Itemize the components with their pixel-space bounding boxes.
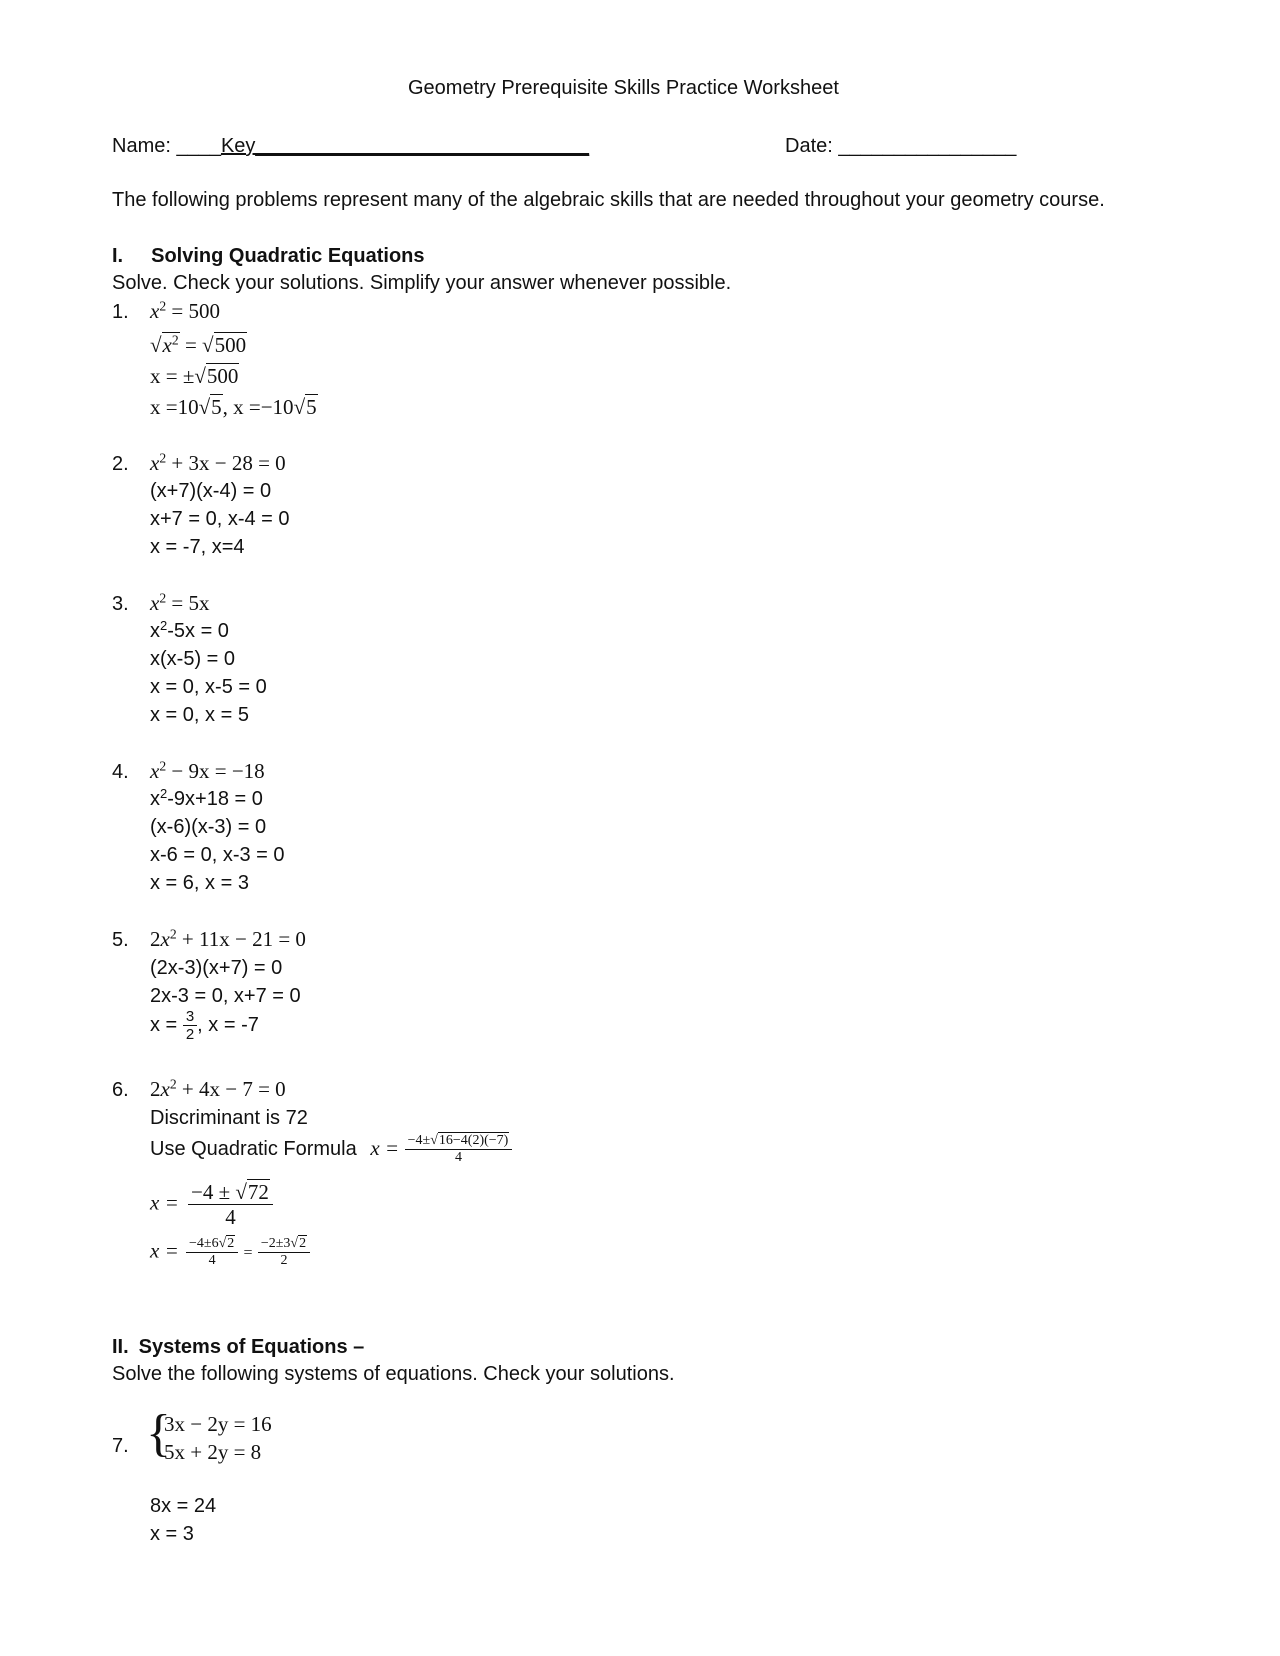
- problem-6-step-4: x = $\frac{-4\pm 6√2}{4}$ = $\frac{-2\pm 3√2}{2}$: [150, 1236, 310, 1269]
- system-equation-2: 5x + 2y = 8: [164, 1440, 262, 1464]
- problem-4-step-3: x-6 = 0, x-3 = 0: [150, 844, 285, 866]
- problem-3-equation: $x^2 = 5x$: [150, 590, 210, 615]
- problem-2-step-3: x = -7, x=4: [150, 536, 245, 558]
- system-brace: {: [146, 1405, 171, 1462]
- problem-7-step-2: x = 3: [150, 1523, 194, 1545]
- intro-text: The following problems represent many of the algebraic skills that are needed throughout your geometry course.: [112, 189, 1105, 211]
- name-field[interactable]: [112, 134, 589, 158]
- problem-4-step-1: $x^2-9x+18 = 0$: [150, 785, 263, 810]
- problem-2-equation: $x^2 + 3x - 28 = 0$: [150, 450, 286, 475]
- problem-1-step-1: $√x^2 = √500$: [150, 332, 247, 357]
- problem-number: 7.: [112, 1435, 129, 1457]
- problem-1-step-3: x =10√5, x =−10√5: [150, 395, 317, 419]
- section-2-instructions: Solve the following systems of equations. Check your solutions.: [112, 1363, 675, 1385]
- problem-6-step-1: Discriminant is 72: [150, 1107, 308, 1129]
- system-equation-1: 3x − 2y = 16: [164, 1412, 272, 1436]
- problem-7-step-1: 8x = 24: [150, 1495, 217, 1517]
- problem-number: 2.: [112, 453, 129, 475]
- problem-5-step-1: (2x-3)(x+7) = 0: [150, 957, 283, 979]
- problem-3-step-3: x = 0, x-5 = 0: [150, 676, 267, 698]
- problem-5-step-2: 2x-3 = 0, x+7 = 0: [150, 985, 301, 1007]
- name-value: Key______________________________: [220, 135, 590, 157]
- problem-1-equation: $x^2 = 500$: [150, 298, 220, 323]
- page-title: Geometry Prerequisite Skills Practice Worksheet: [408, 77, 839, 99]
- section-2-heading: [112, 1335, 364, 1359]
- section-1-instructions: Solve. Check your solutions. Simplify your answer whenever possible.: [112, 272, 732, 294]
- problem-6-step-2: Use Quadratic Formula x = $\frac{-4\pm√16-4(2)(-7)}{4}$: [150, 1133, 512, 1166]
- problem-4-equation: $x^2 - 9x = -18$: [150, 758, 265, 783]
- problem-3-step-4: x = 0, x = 5: [150, 704, 249, 726]
- problem-number: 1.: [112, 301, 129, 323]
- section-2-numeral: II.: [112, 1336, 129, 1358]
- problem-6-equation: $2x^2 + 4x - 7 = 0$: [150, 1076, 286, 1101]
- problem-number: 6.: [112, 1079, 129, 1101]
- problem-number: 3.: [112, 593, 129, 615]
- problem-4-step-2: (x-6)(x-3) = 0: [150, 816, 267, 838]
- name-label: Name: ____: [112, 135, 221, 157]
- date-field[interactable]: Date: ________________: [785, 135, 1017, 157]
- problem-2-step-1: (x+7)(x-4) = 0: [150, 480, 272, 502]
- problem-4-step-4: x = 6, x = 3: [150, 872, 249, 894]
- section-2-title: Systems of Equations –: [138, 1336, 365, 1358]
- section-1-numeral: I.: [112, 245, 124, 267]
- problem-5-step-3: x = $\frac{3}{2}$ , x = -7: [150, 1008, 259, 1044]
- section-1-title: Solving Quadratic Equations: [151, 245, 425, 267]
- section-1-heading: [112, 244, 425, 268]
- problem-3-step-1: $x^2-5x = 0$: [150, 617, 229, 642]
- problem-3-step-2: x(x-5) = 0: [150, 648, 236, 670]
- problem-1-step-2: x = ±√500: [150, 364, 239, 388]
- problem-2-step-2: x+7 = 0, x-4 = 0: [150, 508, 290, 530]
- problem-number: 5.: [112, 929, 129, 951]
- problem-number: 4.: [112, 761, 129, 783]
- problem-5-equation: $2x^2 + 11x - 21 = 0$: [150, 926, 306, 951]
- problem-6-step-3: x = $\frac{-4 \pm √72}{4}$: [150, 1180, 273, 1229]
